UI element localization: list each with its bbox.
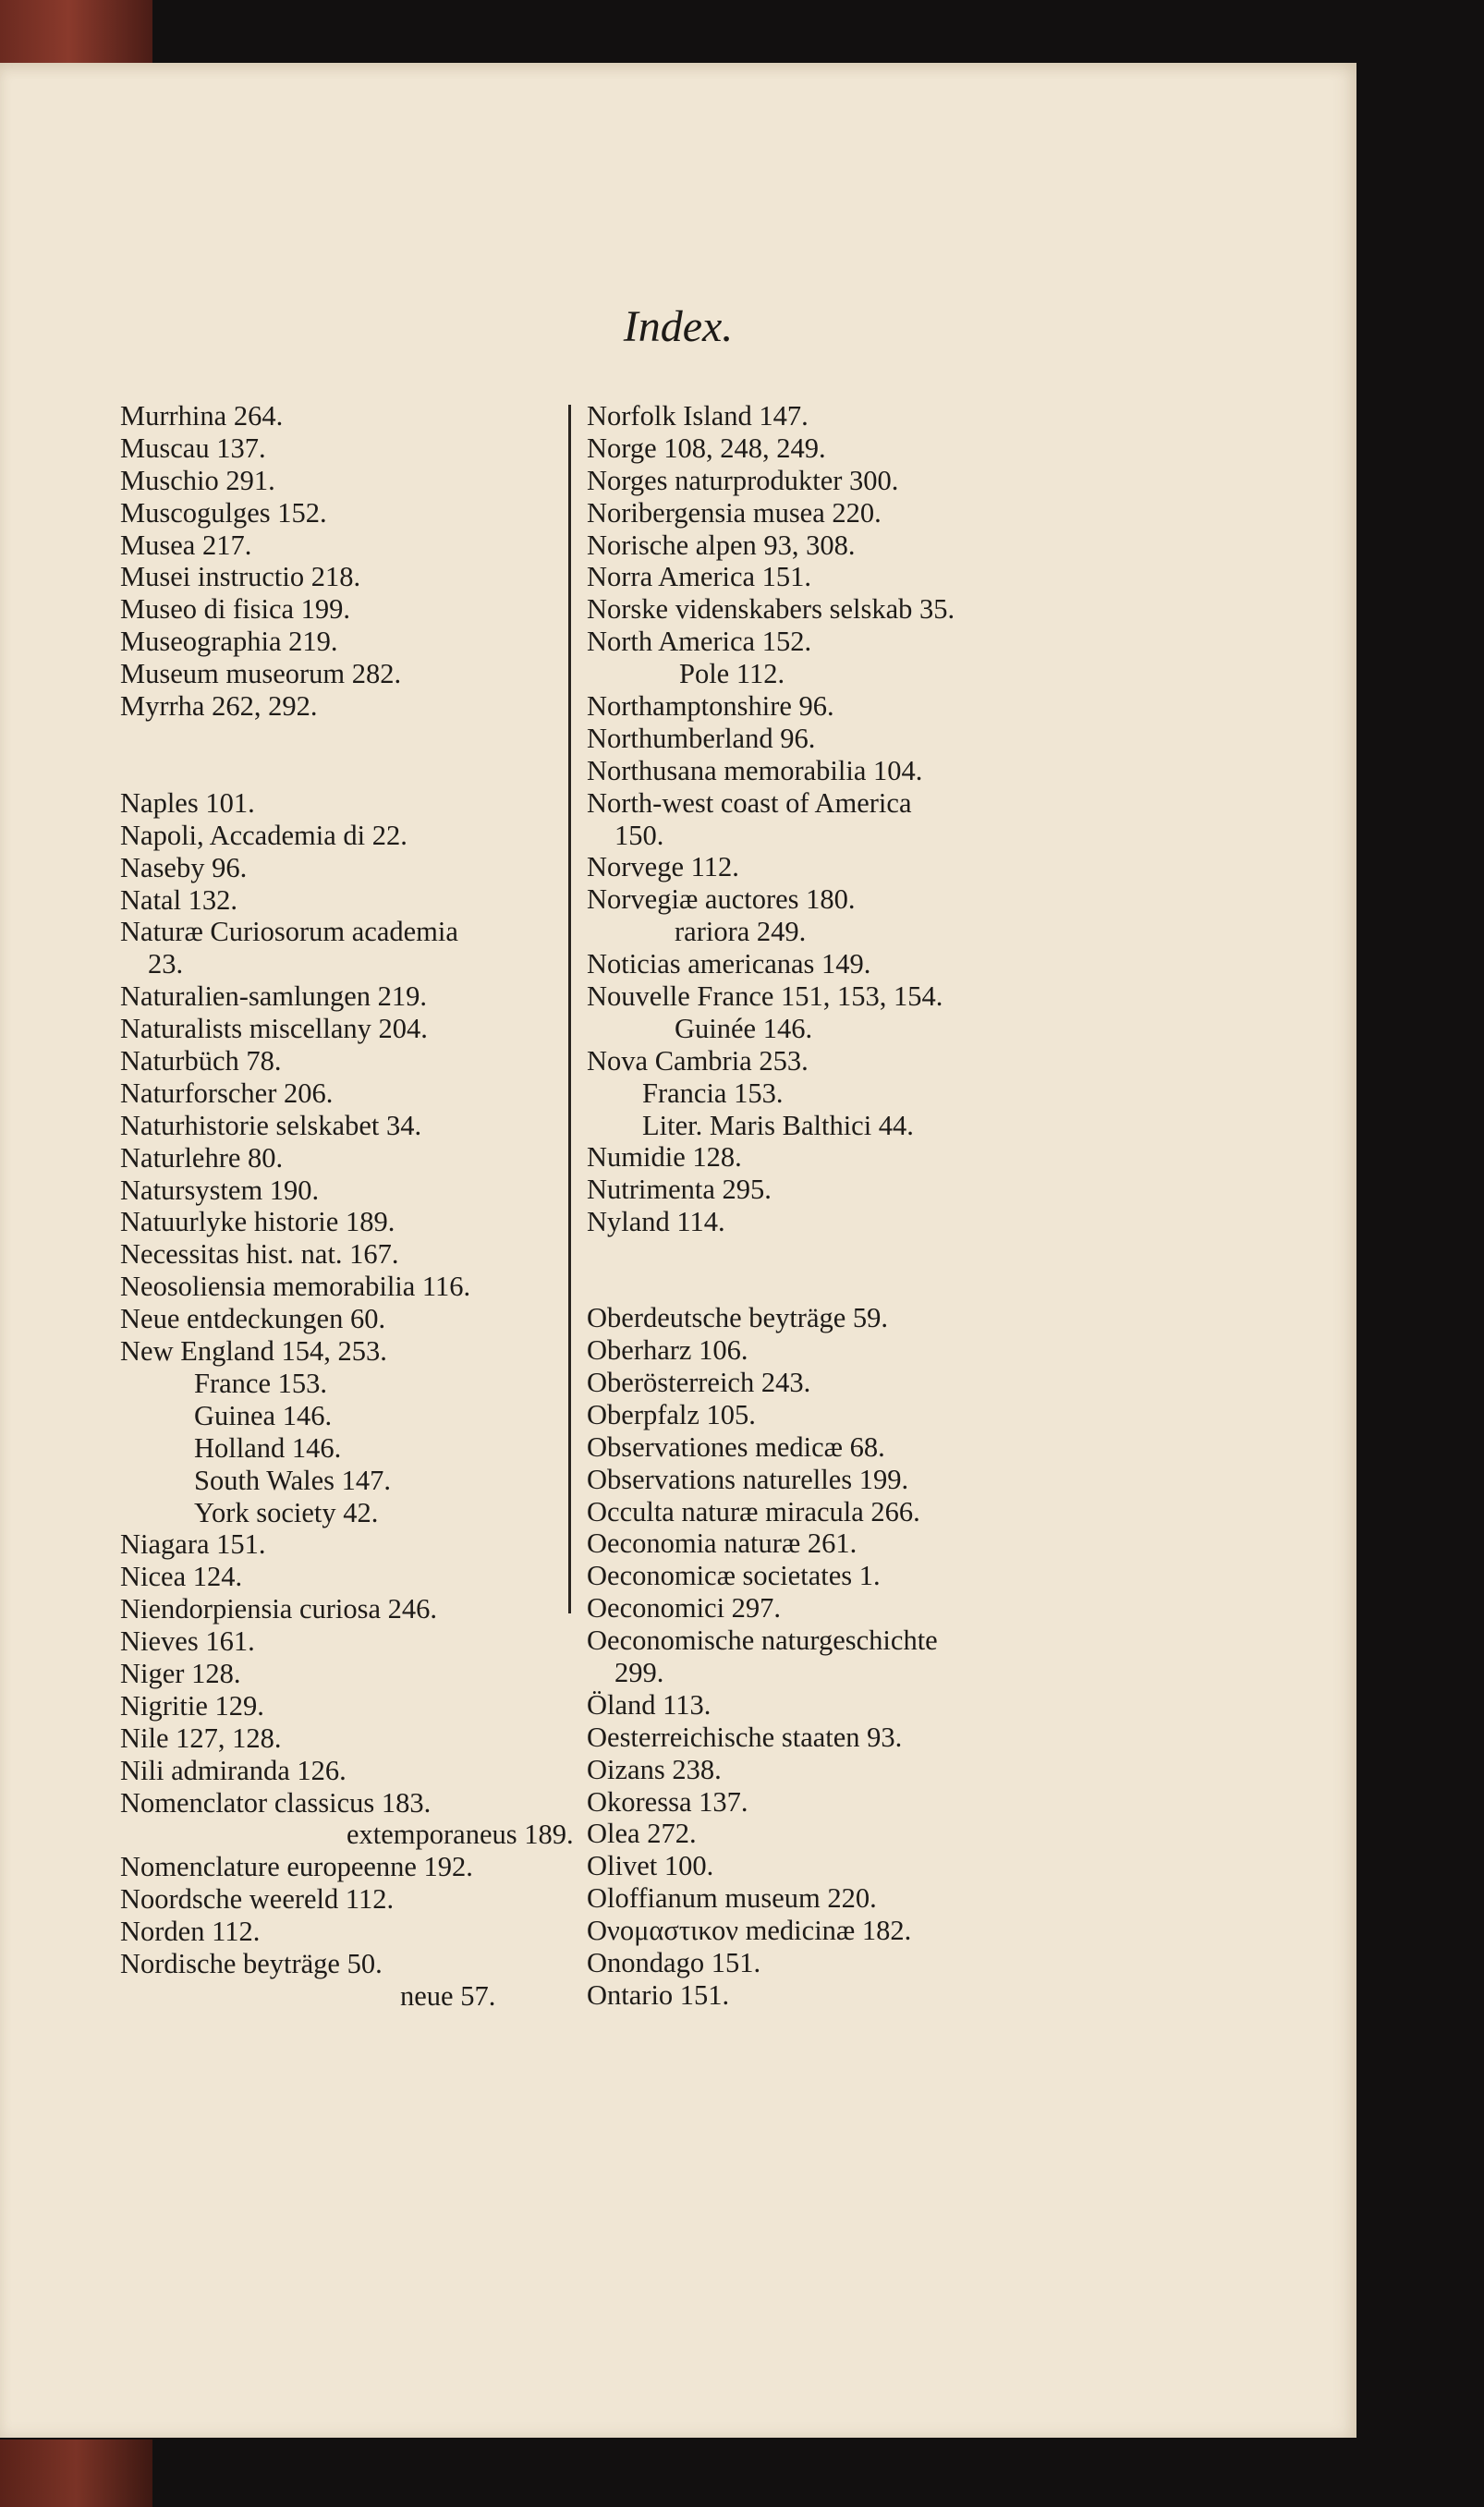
- index-entry: Oizans 238.: [587, 1753, 722, 1785]
- index-entry: Muscogulges 152.: [120, 496, 327, 529]
- index-entry: Oeconomia naturæ 261.: [587, 1527, 858, 1560]
- index-subentry: rariora 249.: [675, 916, 807, 948]
- index-subentry: York society 42.: [194, 1496, 379, 1528]
- index-entry: Northumberland 96.: [587, 722, 816, 754]
- index-entry: Napoli, Accademia di 22.: [120, 819, 407, 851]
- index-entry: Nieves 161.: [120, 1625, 255, 1658]
- index-entry: Norfolk Island 147.: [587, 400, 809, 432]
- index-entry: Naturforscher 206.: [120, 1077, 334, 1109]
- index-entry: Muscau 137.: [120, 432, 266, 464]
- index-subentry: Holland 146.: [194, 1431, 342, 1464]
- index-entry: Naturæ Curiosorum academia: [120, 916, 458, 948]
- index-subentry: Liter. Maris Balthici 44.: [642, 1109, 914, 1141]
- index-entry: Naturbüch 78.: [120, 1045, 282, 1077]
- index-entry: Öland 113.: [587, 1688, 712, 1721]
- index-entry: Nili admiranda 126.: [120, 1754, 347, 1786]
- page-title: Index.: [623, 302, 734, 351]
- index-subentry: France 153.: [194, 1367, 327, 1399]
- index-entry: Musei instructio 218.: [120, 561, 361, 593]
- index-entry: Oeconomicæ societates 1.: [587, 1560, 881, 1592]
- right-column: [587, 400, 1049, 2012]
- index-entry: Norge 108, 248, 249.: [587, 432, 826, 464]
- index-entry: Niendorpiensia curiosa 246.: [120, 1593, 438, 1625]
- index-entry: Naples 101.: [120, 786, 255, 819]
- index-entry: Oeconomici 297.: [587, 1592, 782, 1625]
- index-entry: Murrhina 264.: [120, 400, 284, 432]
- index-entry: Observations naturelles 199.: [587, 1463, 909, 1495]
- index-entry: Norische alpen 93, 308.: [587, 529, 856, 561]
- index-entry: Numidie 128.: [587, 1141, 742, 1174]
- index-entry: Niger 128.: [120, 1657, 241, 1689]
- index-entry: Norra America 151.: [587, 561, 812, 593]
- index-subentry: neue 57.: [400, 1979, 496, 2012]
- index-entry: Olea 272.: [587, 1818, 697, 1850]
- index-entry: Nordische beyträge 50.: [120, 1947, 383, 1979]
- index-entry: Norden 112.: [120, 1916, 261, 1948]
- index-entry-continuation: 150.: [614, 819, 664, 851]
- index-entry: Norvegiæ auctores 180.: [587, 883, 856, 916]
- index-entry: Naturhistorie selskabet 34.: [120, 1109, 422, 1141]
- index-entry: Olivet 100.: [587, 1850, 714, 1882]
- index-entry: Oberdeutsche beyträge 59.: [587, 1302, 889, 1334]
- index-entry: Myrrha 262, 292.: [120, 690, 318, 723]
- index-entry: Onondago 151.: [587, 1946, 761, 1978]
- index-subentry: South Wales 147.: [194, 1464, 392, 1496]
- index-entry: Nova Cambria 253.: [587, 1044, 809, 1077]
- index-entry: Museographia 219.: [120, 626, 338, 658]
- index-entry: Muschio 291.: [120, 464, 275, 496]
- index-entry: Noticias americanas 149.: [587, 948, 871, 980]
- index-subentry: Francia 153.: [642, 1077, 784, 1109]
- index-entry: North America 152.: [587, 626, 812, 658]
- index-entry: Noribergensia musea 220.: [587, 496, 882, 529]
- index-entry: Nutrimenta 295.: [587, 1174, 772, 1206]
- index-entry: Ονομαστικον medicinæ 182.: [587, 1915, 912, 1947]
- index-entry-continuation: 299.: [614, 1656, 664, 1688]
- index-entry: Neue entdeckungen 60.: [120, 1303, 386, 1335]
- left-column: [120, 400, 574, 2013]
- book-spine-bottom: [0, 2440, 152, 2507]
- index-entry: Noordsche weereld 112.: [120, 1883, 395, 1916]
- index-entry: Niagara 151.: [120, 1528, 266, 1561]
- index-entry: Oesterreichische staaten 93.: [587, 1721, 903, 1753]
- index-entry: Nile 127, 128.: [120, 1722, 282, 1754]
- index-entry: Occulta naturæ miracula 266.: [587, 1495, 920, 1527]
- index-entry: Naseby 96.: [120, 851, 248, 883]
- index-entry: Museum museorum 282.: [120, 658, 402, 690]
- index-entry: Oberharz 106.: [587, 1334, 748, 1367]
- index-entry-continuation: 23.: [148, 948, 184, 980]
- index-entry: Nicea 124.: [120, 1561, 243, 1593]
- index-subentry: Guinée 146.: [675, 1012, 813, 1044]
- index-entry: Nomenclator classicus 183.: [120, 1786, 432, 1819]
- index-subentry: Guinea 146.: [194, 1399, 333, 1431]
- letter-group-gap: [120, 723, 564, 787]
- index-entry: Natursystem 190.: [120, 1174, 320, 1206]
- index-entry: Nyland 114.: [587, 1206, 725, 1238]
- index-entry: Musea 217.: [120, 529, 252, 561]
- index-entry: Observationes medicæ 68.: [587, 1430, 885, 1463]
- index-entry: Ontario 151.: [587, 1978, 730, 2011]
- index-entry: Nigritie 129.: [120, 1689, 264, 1722]
- index-entry: Naturalists miscellany 204.: [120, 1013, 428, 1045]
- letter-group-gap: [587, 1238, 1049, 1302]
- index-entry: New England 154, 253.: [120, 1335, 387, 1368]
- index-entry: Norske videnskabers selskab 35.: [587, 593, 955, 626]
- index-entry: Okoressa 137.: [587, 1785, 748, 1818]
- index-entry: Norvege 112.: [587, 851, 739, 883]
- index-entry: Nouvelle France 151, 153, 154.: [587, 980, 943, 1013]
- index-subentry: Pole 112.: [679, 658, 785, 690]
- column-divider: [568, 405, 571, 1613]
- index-entry: Natal 132.: [120, 883, 238, 916]
- index-entry: Neosoliensia memorabilia 116.: [120, 1271, 471, 1303]
- index-entry: Northusana memorabilia 104.: [587, 754, 923, 786]
- index-entry: North-west coast of America: [587, 786, 912, 819]
- book-page: [0, 63, 1356, 2438]
- index-entry: Necessitas hist. nat. 167.: [120, 1238, 399, 1271]
- index-entry: Nomenclature europeenne 192.: [120, 1851, 473, 1883]
- book-spine-top: [0, 0, 152, 67]
- index-entry: Oberösterreich 243.: [587, 1366, 811, 1398]
- index-entry: Northamptonshire 96.: [587, 690, 834, 723]
- index-entry: Norges naturprodukter 300.: [587, 464, 899, 496]
- index-entry: Naturlehre 80.: [120, 1141, 284, 1174]
- index-entry: Museo di fisica 199.: [120, 593, 351, 626]
- index-entry: Naturalien-samlungen 219.: [120, 980, 428, 1013]
- index-entry: Natuurlyke historie 189.: [120, 1206, 395, 1238]
- index-entry: Oeconomische naturgeschichte: [587, 1625, 938, 1657]
- index-subentry: extemporaneus 189.: [347, 1819, 574, 1851]
- index-entry: Oberpfalz 105.: [587, 1398, 756, 1430]
- index-entry: Oloffianum museum 220.: [587, 1882, 877, 1915]
